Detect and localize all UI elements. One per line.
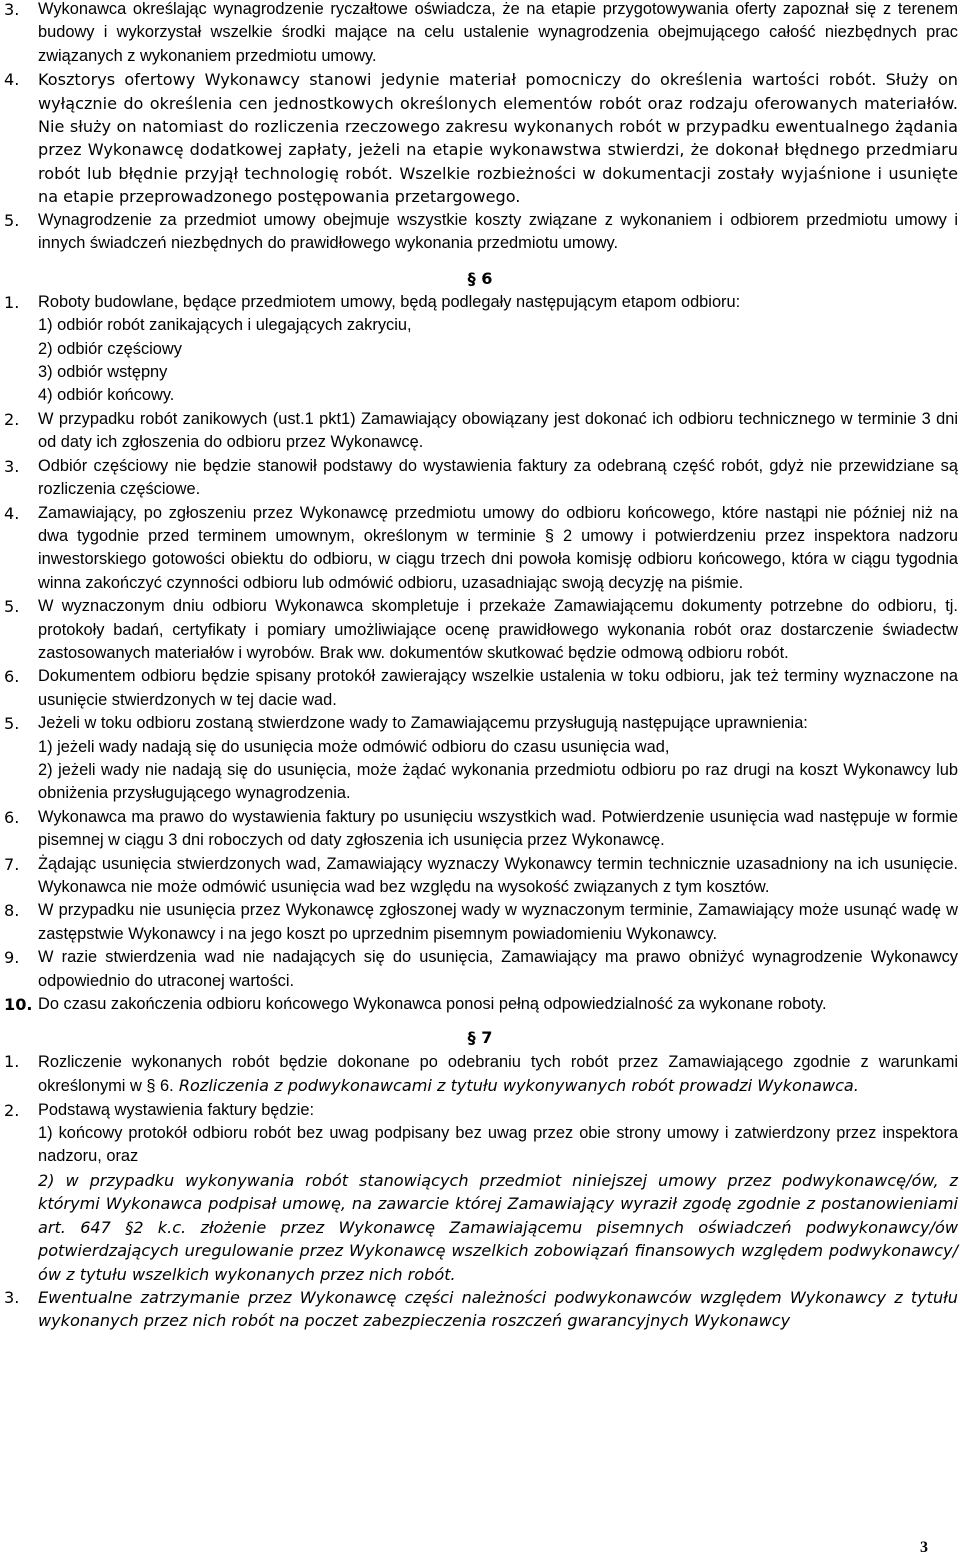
clause-item [0, 665, 960, 712]
clause-item [0, 0, 960, 68]
clause-item [0, 502, 960, 596]
clause-number: 5. [4, 210, 20, 230]
clause-text: Odbiór częściowy nie będzie stanowił podstawy do wystawienia faktury za odebraną część robót, gdyż nie przewidziane są rozliczenia częściowe. [38, 456, 958, 499]
clause-number: 8. [4, 901, 20, 921]
sub-point: 3) odbiór wstępny [38, 363, 168, 382]
clause-item [0, 291, 960, 408]
clause-number: 4. [4, 70, 20, 90]
sub-point: 1) końcowy protokół odbioru robót bez uwag podpisany bez uwag przez obie strony umowy i zatwierdzony przez inspektora nadzoru, oraz [38, 1124, 958, 1166]
clause-number: 5. [4, 597, 20, 617]
clause-text: Wynagrodzenie za przedmiot umowy obejmuje wszystkie koszty związane z wykonaniem i odbiorem przedmiotu umowy i innych świadczeń niezbędnych do prawidłowego wykonania przedmiotu umowy. [38, 210, 958, 253]
clause-item [0, 408, 960, 455]
clause-text: Zamawiający, po zgłoszeniu przez Wykonawcę przedmiotu umowy do odbioru końcowego, które nastąpi nie później niż na dwa tygodnie przed terminem umownym, określonym w terminie § 2 umowy i potwierdzeniu przez inspektora nadzoru inwestorskiego gotowości obiektu do odbioru, w ciągu trzech dni powoła komisję odbioru końcowego, która w ciągu tygodnia winna zakończyć czynności odbioru lub odmówić odbioru, uzasadniając swoją decyzję na piśmie. [38, 503, 958, 592]
sub-point: 2) odbiór częściowy [38, 339, 182, 358]
clause-text: Do czasu zakończenia odbioru końcowego Wykonawca ponosi pełną odpowiedzialność za wykonane roboty. [38, 995, 827, 1014]
clause-number: 5. [4, 714, 20, 734]
clause-text: Kosztorys ofertowy Wykonawcy stanowi jedynie materiał pomocniczy do określenia wartości robót. Służy on wyłącznie do określenia cen jednostkowych określonych elementów robót oraz rodzaju oferowanych materiałów. Nie służy on natomiast do rozliczenia rzeczowego zakresu wykonanych robót w przypadku ewentualnego żądania przez Wykonawcę dodatkowej zapłaty, jeżeli na etapie wykonawstwa stwierdzi, że dokonał błędnego przedmiaru robót lub błędnie przyjął technologię robót. Wszelkie rozbieżności w dokumentacji zostały wyjaśnione i usunięte na etapie przeprowadzonego postępowania przetargowego. [38, 70, 958, 207]
clause-text: Wykonawca określając wynagrodzenie ryczałtowe oświadcza, że na etapie przygotowywania oferty zapoznał się z terenem budowy i wykorzystał wszelkie środki mające na celu ustalenie wynagrodzenia obejmującego całość niezbędnych prac związanych z wykonaniem przedmiotu umowy. [38, 0, 958, 65]
clause-text: Dokumentem odbioru będzie spisany protokół zawierający wszelkie ustalenia w toku odbioru, jak też terminy wyznaczone na usunięcie stwierdzonych w tej dacie wad. [38, 667, 958, 709]
clause-text: Wykonawca ma prawo do wystawienia faktury po usunięciu wszystkich wad. Potwierdzenie usunięcia wad następuje w formie pisemnej w ciągu 3 dni roboczych od daty zgłoszenia ich usunięcia przez Wykonawcę. [38, 807, 958, 850]
page-number: 3 [920, 1539, 928, 1556]
clause-item [0, 455, 960, 502]
clause-number: 1. [4, 1051, 20, 1071]
clause-text: Roboty budowlane, będące przedmiotem umowy, będą podlegały następującym etapom odbioru: [38, 292, 741, 311]
clause-text: Ewentualne zatrzymanie przez Wykonawcę części należności podwykonawców względem Wykonawcy z tytułu wykonanych przez nich robót na poczet zabezpieczenia roszczeń gwarancyjnych Wykonawcy [38, 1287, 958, 1331]
section-heading: § 7 [467, 1028, 493, 1048]
clause-number: 3. [4, 456, 20, 476]
clause-number: 1. [4, 292, 20, 312]
clause-text [38, 1050, 958, 1099]
sub-point: 1) jeżeli wady nadają się do usunięcia może odmówić odbioru do czasu usunięcia wad, [38, 737, 670, 756]
clause-item [0, 1099, 960, 1286]
section-5-continuation [0, 0, 960, 255]
clause-text-italic: Rozliczenia z podwykonawcami z tytułu wykonywanych robót prowadzi Wykonawca. [178, 1076, 859, 1096]
clause-item [0, 712, 960, 806]
section-7 [0, 1016, 960, 1332]
sub-point: 2) jeżeli wady nie nadają się do usunięcia, może żądać wykonania przedmiotu odbioru po raz drugi na koszt Wykonawcy lub obniżenia przysługującego wynagrodzenia. [38, 760, 958, 803]
clause-text-regular: Rozliczenie wykonanych robót będzie dokonane po odebraniu tych robót przez Zamawiającego zgodnie z warunkami określonymi w § 6. [38, 1052, 958, 1096]
clause-text: W przypadku robót zanikowych (ust.1 pkt1) Zamawiający obowiązany jest dokonać ich odbioru technicznego w terminie 3 dni od daty ich zgłoszenia do odbioru przez Wykonawcę. [38, 409, 958, 452]
clause-item [0, 1286, 960, 1333]
clause-number: 10. [4, 995, 33, 1015]
clause-text: W przypadku nie usunięcia przez Wykonawcę zgłoszonej wady w wyznaczonym terminie, Zamawiający może usunąć wadę w zastępstwie Wykonawcy i na jego koszt po uprzednim pisemnym powiadomieniu Wykonawcy. [38, 901, 958, 943]
clause-number: 7. [4, 854, 20, 874]
clause-text: W wyznaczonym dniu odbioru Wykonawca skompletuje i przekaże Zamawiającemu dokumenty potrzebne do odbioru, tj. protokoły badań, certyfikaty i pomiary umożliwiające ocenę prawidłowego wykonania robót oraz dostarczenie świadectw zastosowanych materiałów i wyrobów. Brak ww. dokumentów skutkować będzie odmową odbioru robót. [38, 597, 958, 662]
clause-item [0, 899, 960, 946]
sub-point: 2) w przypadku wykonywania robót stanowiących przedmiot niniejszej umowy przez podwykonawcę/ów, z którymi Wykonawca podpisał umowę, na zawarcie której Zamawiający wyraził zgodę zgodnie z postanowieniami art. 647 §2 k.c. złożenie przez Wykonawcę Zamawiającemu pisemnych oświadczeń podwykonawcy/ów potwierdzających uregulowanie przez Wykonawcę wszelkich zobowiązań finansowych względem podwykonawcy/ów z tytułu wszelkich wykonanych przez nich robót. [38, 1170, 958, 1284]
clause-item [0, 68, 960, 208]
clause-text: Jeżeli w toku odbioru zostaną stwierdzone wady to Zamawiającemu przysługują następujące uprawnienia: [38, 714, 808, 733]
section-6 [0, 257, 960, 1016]
clause-text: Żądając usunięcia stwierdzonych wad, Zamawiający wyznaczy Wykonawcy termin technicznie uzasadniony na ich usunięcie. Wykonawca nie może odmówić usunięcia wad bez względu na wysokość związanych z tym kosztów. [38, 854, 958, 897]
sub-point: 4) odbiór końcowy. [38, 386, 175, 405]
clause-item [0, 209, 960, 256]
clause-number: 9. [4, 948, 20, 968]
clause-item [0, 993, 960, 1016]
sub-point: 1) odbiór robót zanikających i ulegających zakryciu, [38, 316, 412, 335]
clause-number: 6. [4, 807, 20, 827]
clause-item [0, 806, 960, 853]
clause-number: 2. [4, 1100, 20, 1120]
clause-number: 4. [4, 503, 20, 523]
clause-number: 6. [4, 667, 20, 687]
clause-number: 2. [4, 409, 20, 429]
clause-text: Podstawą wystawienia faktury będzie: [38, 1100, 315, 1119]
clause-number: 3. [4, 1287, 20, 1307]
clause-item [0, 595, 960, 665]
clause-text: W razie stwierdzenia wad nie nadających się do usunięcia, Zamawiający ma prawo obniżyć wynagrodzenie Wykonawcy odpowiednio do utraconej wartości. [38, 948, 958, 990]
clause-item [0, 1050, 960, 1099]
clause-number: 3. [4, 0, 20, 19]
section-heading: § 6 [467, 269, 493, 289]
clause-item [0, 946, 960, 993]
clause-item [0, 853, 960, 900]
